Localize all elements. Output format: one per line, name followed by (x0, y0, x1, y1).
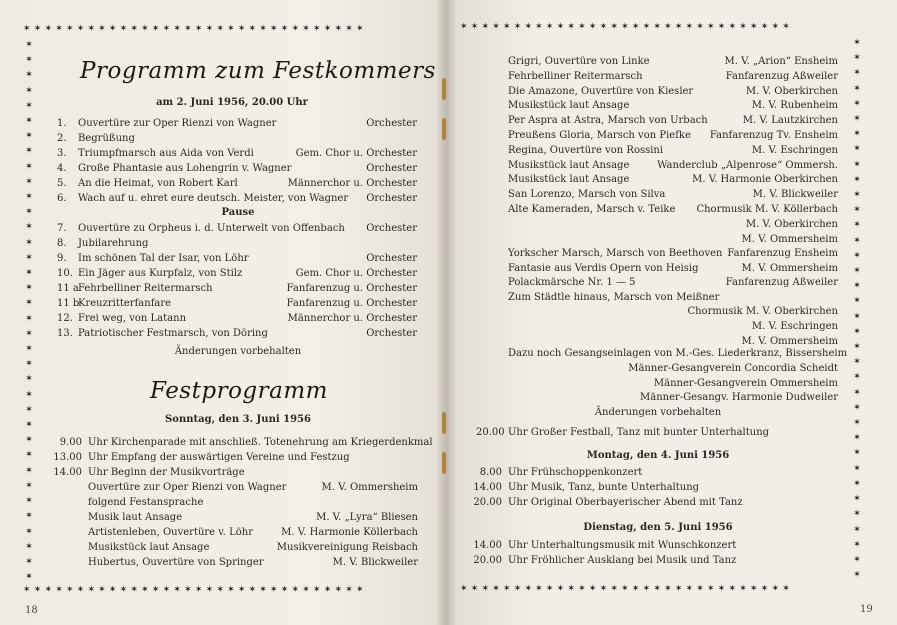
performance-group: M. V. Harmonie Köllerbach (281, 527, 418, 538)
changes-note-right: Änderungen vorbehalten (594, 407, 722, 418)
performance-group: M. V. Blickweiler (332, 557, 418, 568)
star-border-left: ✶ ✶ ✶ ✶ ✶ ✶ ✶ ✶ ✶ ✶ ✶ ✶ ✶ ✶ ✶ ✶ ✶ ✶ ✶ ✶ ✶ ✶ ✶ ✶ ✶ ✶ ✶ ✶ ✶ ✶ ✶ ✶ ✶ ✶ ✶ ✶ (25, 40, 33, 583)
program-performer: Männerchor u. Orchester (287, 178, 417, 189)
schedule-text: Uhr Beginn der Musikvorträge (88, 467, 245, 478)
program-number: 13. (57, 328, 73, 339)
schedule-time: 20.00 (473, 497, 502, 508)
star-border-top-right: ✶✶✶✶✶✶✶✶✶✶✶✶✶✶✶✶✶✶✶✶✶✶✶✶✶✶✶✶✶✶✶ (460, 22, 793, 32)
title-festprogramm: Festprogramm (150, 378, 328, 404)
book-gutter (436, 0, 456, 625)
program-performer: Männerchor u. Orchester (287, 313, 417, 324)
schedule-text: Uhr Frühschoppenkonzert (508, 467, 643, 478)
program-number: 4. (57, 163, 67, 174)
performance-title: Artistenleben, Ouvertüre v. Löhr (88, 527, 253, 538)
program-number: 10. (57, 268, 73, 279)
evening-text: Uhr Großer Festball, Tanz mit bunter Unterhaltung (508, 427, 770, 438)
program-performer: Fanfarenzug u. Orchester (286, 298, 417, 309)
performance-title: Polackmärsche Nr. 1 — 5 (508, 277, 636, 289)
star-border-top-left: ✶✶✶✶✶✶✶✶✶✶✶✶✶✶✶✶✶✶✶✶✶✶✶✶✶✶✶✶✶✶✶✶ (23, 24, 367, 34)
program-title: Triumpfmarsch aus Aida von Verdi (78, 148, 254, 159)
program-title: Frei weg, von Latann (78, 313, 187, 324)
program-title: Jubilarehrung (78, 238, 149, 249)
program-number: 9. (57, 253, 67, 264)
program-performer: Orchester (366, 193, 417, 204)
performance-group: M. V. Ommersheim (741, 262, 838, 274)
performance-title: Fantasie aus Verdis Opern von Heisig (508, 262, 699, 274)
program-title: Fehrbelliner Reitermarsch (78, 283, 213, 294)
performance-title: Musikstück laut Ansage (88, 542, 210, 553)
performance-group: M. V. Eschringen (751, 321, 838, 332)
schedule-time: 20.00 (473, 555, 502, 566)
performance-group: Wanderclub „Alpenrose“ Ommersh. (657, 159, 838, 171)
program-performer: Orchester (366, 223, 417, 234)
performance-group: Fanfarenzug Ensheim (727, 248, 838, 259)
program-number: 1. (57, 118, 67, 129)
program-performer: Fanfarenzug u. Orchester (286, 283, 417, 294)
performance-title: Musik laut Ansage (88, 512, 183, 523)
program-performer: Orchester (366, 253, 417, 264)
program-title: Ouvertüre zu Orpheus i. d. Unterwelt von Offenbach (78, 223, 345, 234)
performance-group: M. V. Oberkirchen (745, 85, 838, 97)
vocal-group: Männer-Gesangverein Concordia Scheidt (628, 363, 838, 374)
schedule-time: 14.00 (473, 482, 502, 493)
program-title: Begrüßung (78, 133, 135, 144)
performance-title: Musikstück laut Ansage (508, 100, 630, 112)
date-festkommers: am 2. Juni 1956, 20.00 Uhr (156, 97, 308, 108)
performance-group: M. V. Eschringen (751, 144, 838, 156)
program-number: 12. (57, 313, 73, 324)
performance-title: Alte Kameraden, Marsch v. Teike (508, 204, 676, 215)
schedule-text: Uhr Kirchenparade mit anschließ. Totenehrung am Kriegerdenkmal (88, 437, 433, 448)
page-number-left: 18 (25, 605, 38, 616)
program-number: 11 a (57, 283, 79, 294)
pause-label: Pause (221, 207, 255, 218)
performance-title: Fehrbelliner Reitermarsch (508, 70, 643, 82)
performance-group: M. V. Ommersheim (321, 482, 418, 493)
performance-group: Fanfarenzug Aßweiler (725, 277, 838, 289)
performance-group: M. V. Lautzkirchen (742, 115, 838, 127)
performance-group: Musikvereinigung Reisbach (276, 542, 418, 553)
program-title: Große Phantasie aus Lohengrin v. Wagner (78, 163, 292, 174)
binding-stitch (442, 452, 446, 474)
performance-group: M. V. Oberkirchen (745, 218, 838, 230)
vocal-group: Männer-Gesangverein Ommersheim (653, 377, 838, 389)
date-tuesday: Dienstag, den 5. Juni 1956 (583, 522, 733, 533)
performance-title: Preußens Gloria, Marsch von Piefke (508, 130, 691, 141)
star-border-right: ✶ ✶ ✶ ✶ ✶ ✶ ✶ ✶ ✶ ✶ ✶ ✶ ✶ ✶ ✶ ✶ ✶ ✶ ✶ ✶ ✶ ✶ ✶ ✶ ✶ ✶ ✶ ✶ ✶ ✶ ✶ ✶ ✶ ✶ ✶ ✶ (853, 38, 861, 581)
performance-group: M. V. Ommersheim (741, 233, 838, 245)
performance-title: Ouvertüre zur Oper Rienzi von Wagner (88, 482, 287, 493)
performance-group: M. V. „Lyra“ Bliesen (316, 512, 418, 523)
program-number: 7. (57, 223, 67, 234)
program-performer: Orchester (366, 328, 417, 339)
date-sunday: Sonntag, den 3. Juni 1956 (165, 414, 311, 425)
program-number: 3. (57, 148, 67, 159)
program-number: 2. (57, 133, 67, 144)
program-number: 8. (57, 238, 67, 249)
schedule-text: Uhr Empfang der auswärtigen Vereine und Festzug (88, 452, 350, 463)
page-number-right: 19 (860, 604, 873, 615)
performance-group: M. V. „Arion“ Ensheim (724, 56, 838, 67)
schedule-time: 14.00 (53, 467, 82, 478)
schedule-time: 14.00 (473, 540, 502, 551)
performance-title: Grigri, Ouvertüre von Linke (508, 56, 650, 67)
performance-title: Musikstück laut Ansage (508, 159, 630, 171)
program-number: 5. (57, 178, 67, 189)
performance-group: M. V. Rubenheim (751, 100, 838, 112)
binding-stitch (442, 78, 446, 100)
program-number: 6. (57, 193, 67, 204)
title-festkommers: Programm zum Festkommers (80, 58, 436, 84)
schedule-text: Uhr Fröhlicher Ausklang bei Musik und Tanz (508, 555, 737, 566)
performance-title: Hubertus, Ouvertüre von Springer (88, 557, 264, 568)
vocal-group: Männer-Gesangv. Harmonie Dudweiler (640, 392, 838, 404)
program-title: An die Heimat, von Robert Karl (78, 178, 238, 189)
performance-title: Musikstück laut Ansage (508, 174, 630, 186)
performance-group: M. V. Ommersheim (741, 335, 838, 347)
schedule-text: Uhr Original Oberbayerischer Abend mit Tanz (508, 497, 743, 508)
binding-stitch (442, 412, 446, 434)
performance-title: San Lorenzo, Marsch von Silva (508, 189, 666, 201)
program-title: Kreuzritterfanfare (78, 298, 172, 309)
performance-group: M. V. Blickweiler (752, 189, 838, 201)
star-border-bottom-left: ✶✶✶✶✶✶✶✶✶✶✶✶✶✶✶✶✶✶✶✶✶✶✶✶✶✶✶✶✶✶✶✶ (23, 585, 367, 595)
schedule-text: Uhr Unterhaltungsmusik mit Wunschkonzert (508, 540, 737, 551)
performance-group: Fanfarenzug Tv. Ensheim (709, 130, 838, 141)
performance-group: Chormusik M. V. Köllerbach (696, 204, 838, 215)
schedule-text: Uhr Musik, Tanz, bunte Unterhaltung (508, 482, 700, 493)
performance-title: folgend Festansprache (88, 497, 204, 508)
schedule-time: 13.00 (53, 452, 82, 463)
performance-group: M. V. Harmonie Oberkirchen (692, 174, 838, 186)
program-title: Im schönen Tal der Isar, von Löhr (78, 253, 249, 264)
performance-group: Chormusik M. V. Oberkirchen (687, 306, 838, 318)
program-performer: Gem. Chor u. Orchester (295, 148, 417, 159)
program-title: Wach auf u. ehret eure deutsch. Meister, von Wagner (78, 193, 349, 204)
performance-title: Per Aspra at Astra, Marsch von Urbach (508, 115, 708, 127)
program-performer: Gem. Chor u. Orchester (295, 268, 417, 279)
date-monday: Montag, den 4. Juni 1956 (586, 450, 730, 461)
evening-time: 20.00 (476, 427, 505, 438)
program-number: 11 b (57, 298, 80, 309)
performance-title: Zum Städtle hinaus, Marsch von Meißner (508, 291, 720, 303)
program-performer: Orchester (366, 118, 417, 129)
schedule-time: 8.00 (479, 467, 502, 478)
performance-group: Fanfarenzug Aßweiler (725, 70, 838, 82)
program-title: Ein Jäger aus Kurpfalz, von Stilz (78, 268, 243, 279)
changes-note-left: Änderungen vorbehalten (174, 346, 302, 357)
performance-title: Yorkscher Marsch, Marsch von Beethoven (508, 248, 723, 259)
vocal-intro: Dazu noch Gesangseinlagen von M.-Ges. Liederkranz, Bissersheim (508, 348, 848, 359)
program-title: Ouvertüre zur Oper Rienzi von Wagner (78, 118, 277, 129)
performance-title: Regina, Ouvertüre von Rossini (508, 144, 664, 156)
program-title: Patriotischer Festmarsch, von Döring (78, 328, 268, 339)
schedule-time: 9.00 (59, 437, 82, 448)
performance-title: Die Amazone, Ouvertüre von Kiesler (508, 85, 694, 97)
binding-stitch (442, 118, 446, 140)
star-border-bottom-right: ✶✶✶✶✶✶✶✶✶✶✶✶✶✶✶✶✶✶✶✶✶✶✶✶✶✶✶✶✶✶✶ (460, 584, 793, 594)
program-performer: Orchester (366, 163, 417, 174)
